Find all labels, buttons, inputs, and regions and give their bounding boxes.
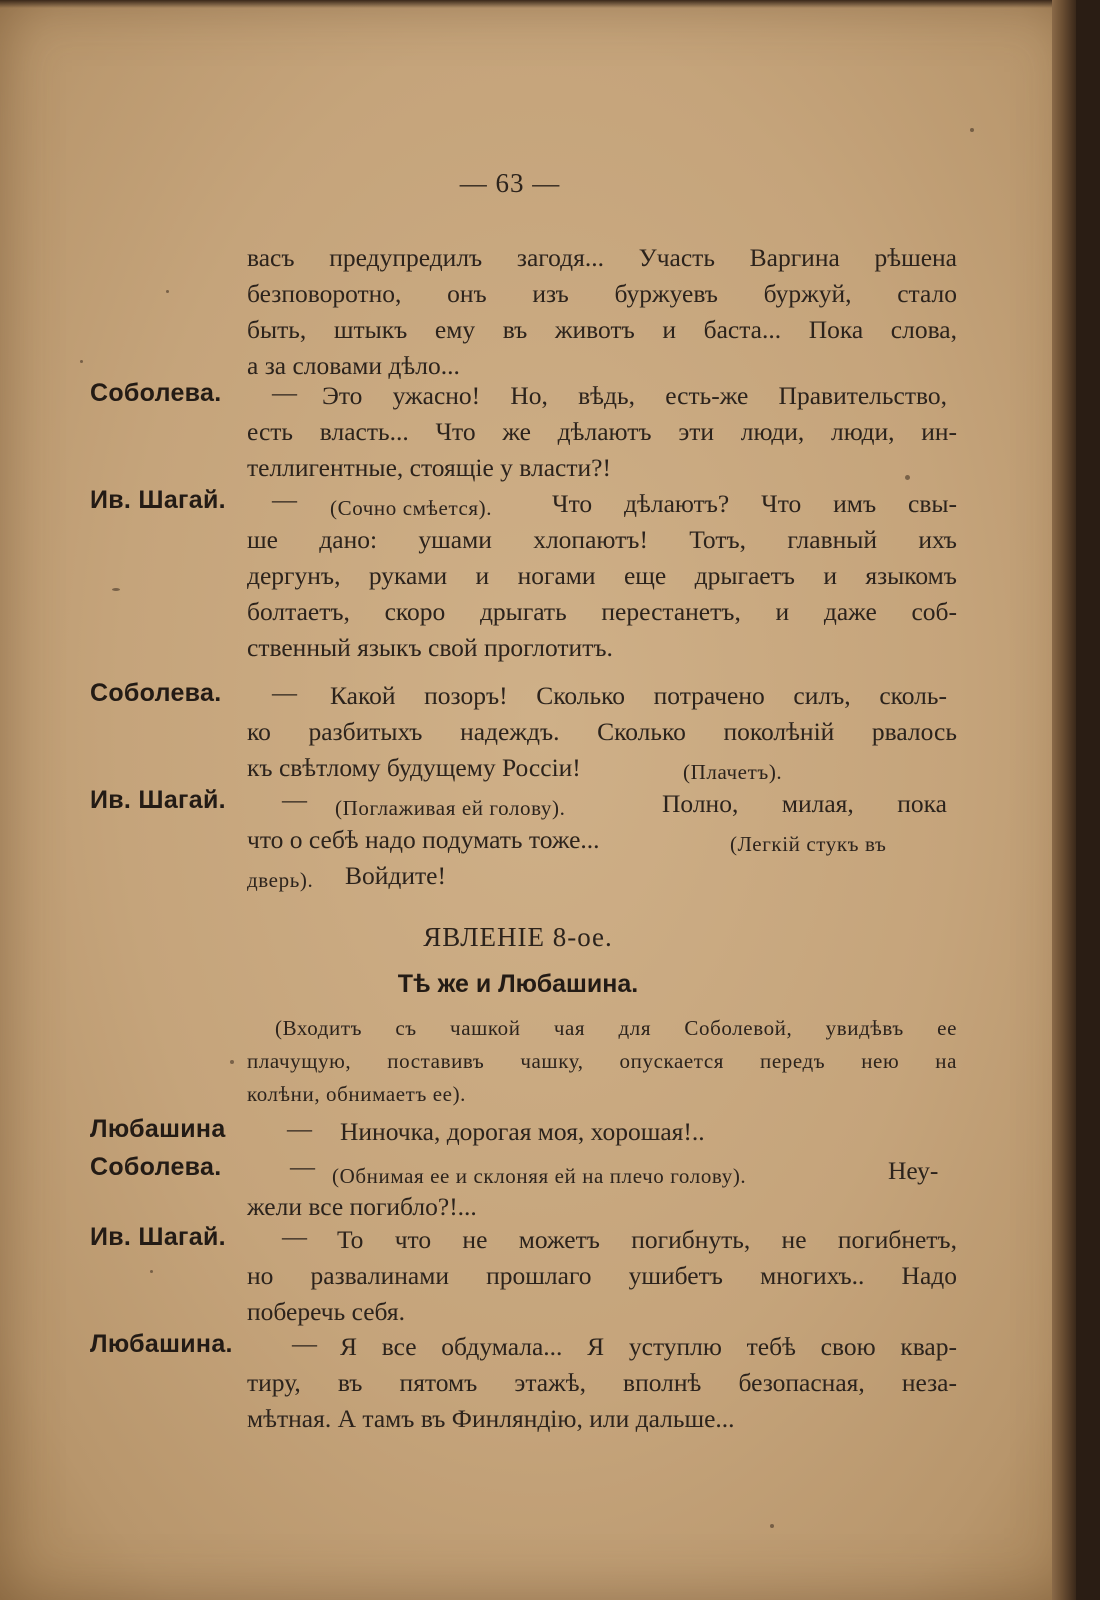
stage-direction-line: колѣни, обнимаетъ ее). <box>247 1082 467 1106</box>
paper-speck <box>770 1524 774 1528</box>
speech-dash: — <box>292 1331 317 1358</box>
top-edge <box>0 0 1076 8</box>
text-line: безповоротно, онъ изъ буржуевъ буржуй, стало <box>247 279 957 308</box>
paper-speck <box>970 128 974 132</box>
paper-speck <box>150 1270 153 1273</box>
text-line: Войдите! <box>345 861 446 890</box>
text-line: но развалинами прошлаго ушибетъ многихъ.. Надо <box>247 1261 957 1290</box>
text-line: что о себѣ надо подумать тоже... <box>247 825 600 854</box>
text-line: Какой позоръ! Сколько потрачено силъ, сколь- <box>330 681 947 710</box>
text-line: ше дано: ушами хлопаютъ! Тотъ, главный ихъ <box>247 525 957 554</box>
text-line: есть власть... Что же дѣлаютъ эти люди, люди, ин- <box>247 417 957 446</box>
text-line: То что не можетъ погибнуть, не погибнетъ, <box>337 1225 957 1254</box>
paper-speck <box>230 1060 234 1064</box>
text-line: тиру, въ пятомъ этажѣ, вполнѣ безопасная, неза- <box>247 1368 957 1397</box>
text-line: ственный языкъ свой проглотитъ. <box>247 633 613 662</box>
stage-direction: (Плачетъ). <box>683 760 783 784</box>
text-line: Ниночка, дорогая моя, хорошая!.. <box>340 1117 705 1146</box>
text-line: поберечь себя. <box>247 1297 406 1326</box>
text-line: ко разбитыхъ надеждъ. Сколько поколѣній рвалось <box>247 717 957 746</box>
stage-direction: (Сочно смѣется). <box>330 496 493 520</box>
speech-dash: — <box>272 380 297 407</box>
text-line: Это ужасно! Но, вѣдь, есть-же Правительство, <box>322 381 947 410</box>
page-number: — 63 — <box>459 168 561 198</box>
paper-speck <box>166 290 169 293</box>
stage-direction-line: (Входитъ съ чашкой чая для Соболевой, увидѣвъ ее <box>275 1016 957 1040</box>
stage-direction: (Легкій стукъ въ <box>730 832 887 856</box>
text-line: болтаетъ, скоро дрыгать перестанетъ, и даже соб- <box>247 597 957 626</box>
text-line: жели все погибло?!... <box>247 1192 477 1221</box>
paper-speck <box>80 360 83 363</box>
scene-subtitle: Тѣ же и Любашина. <box>397 970 639 998</box>
speaker-name: Соболева. <box>90 679 222 707</box>
stage-direction: (Обнимая ее и склоняя ей на плечо голову). <box>332 1164 747 1188</box>
text-line: Полно, милая, пока <box>662 789 947 818</box>
speaker-name: Ив. Шагай. <box>90 1223 226 1251</box>
speech-dash: — <box>282 1224 307 1251</box>
speech-dash: — <box>272 680 297 707</box>
stage-direction-line: плачущую, поставивъ чашку, опускается передъ нею на <box>247 1049 957 1073</box>
speaker-name: Соболева. <box>90 1153 222 1181</box>
paper-speck <box>112 588 120 591</box>
speaker-name: Ив. Шагай. <box>90 786 226 814</box>
text-line: Неу- <box>888 1156 939 1185</box>
speaker-name: Соболева. <box>90 379 222 407</box>
text-line: мѣтная. А тамъ въ Финляндію, или дальше... <box>247 1404 735 1433</box>
page-edge <box>1052 0 1076 1600</box>
speaker-name: Любашина <box>90 1115 226 1143</box>
text-line: теллигентные, стоящіе у власти?! <box>247 453 611 482</box>
speaker-name: Любашина. <box>90 1330 233 1358</box>
speech-dash: — <box>287 1116 312 1143</box>
paper-speck <box>905 475 910 480</box>
text-line: быть, штыкъ ему въ животъ и баста... Пока слова, <box>247 315 957 344</box>
speech-dash: — <box>290 1154 315 1181</box>
scene-title: ЯВЛЕНІЕ 8-ое. <box>423 922 613 952</box>
speech-dash: — <box>282 787 307 814</box>
speech-dash: — <box>272 487 297 514</box>
text-line: дергунъ, руками и ногами еще дрыгаетъ и языкомъ <box>247 561 957 590</box>
text-line: Что дѣлаютъ? Что имъ свы- <box>552 489 957 518</box>
speaker-name: Ив. Шагай. <box>90 486 226 514</box>
text-line: къ свѣтлому будущему Россіи! <box>247 753 581 782</box>
text-line: а за словами дѣло... <box>247 351 460 380</box>
text-line: Я все обдумала... Я уступлю тебѣ свою квар- <box>340 1332 957 1361</box>
stage-direction: (Поглаживая ей голову). <box>335 796 566 820</box>
stage-direction: дверь). <box>247 868 314 892</box>
text-line: васъ предупредилъ загодя... Участь Варгина рѣшена <box>247 243 957 272</box>
